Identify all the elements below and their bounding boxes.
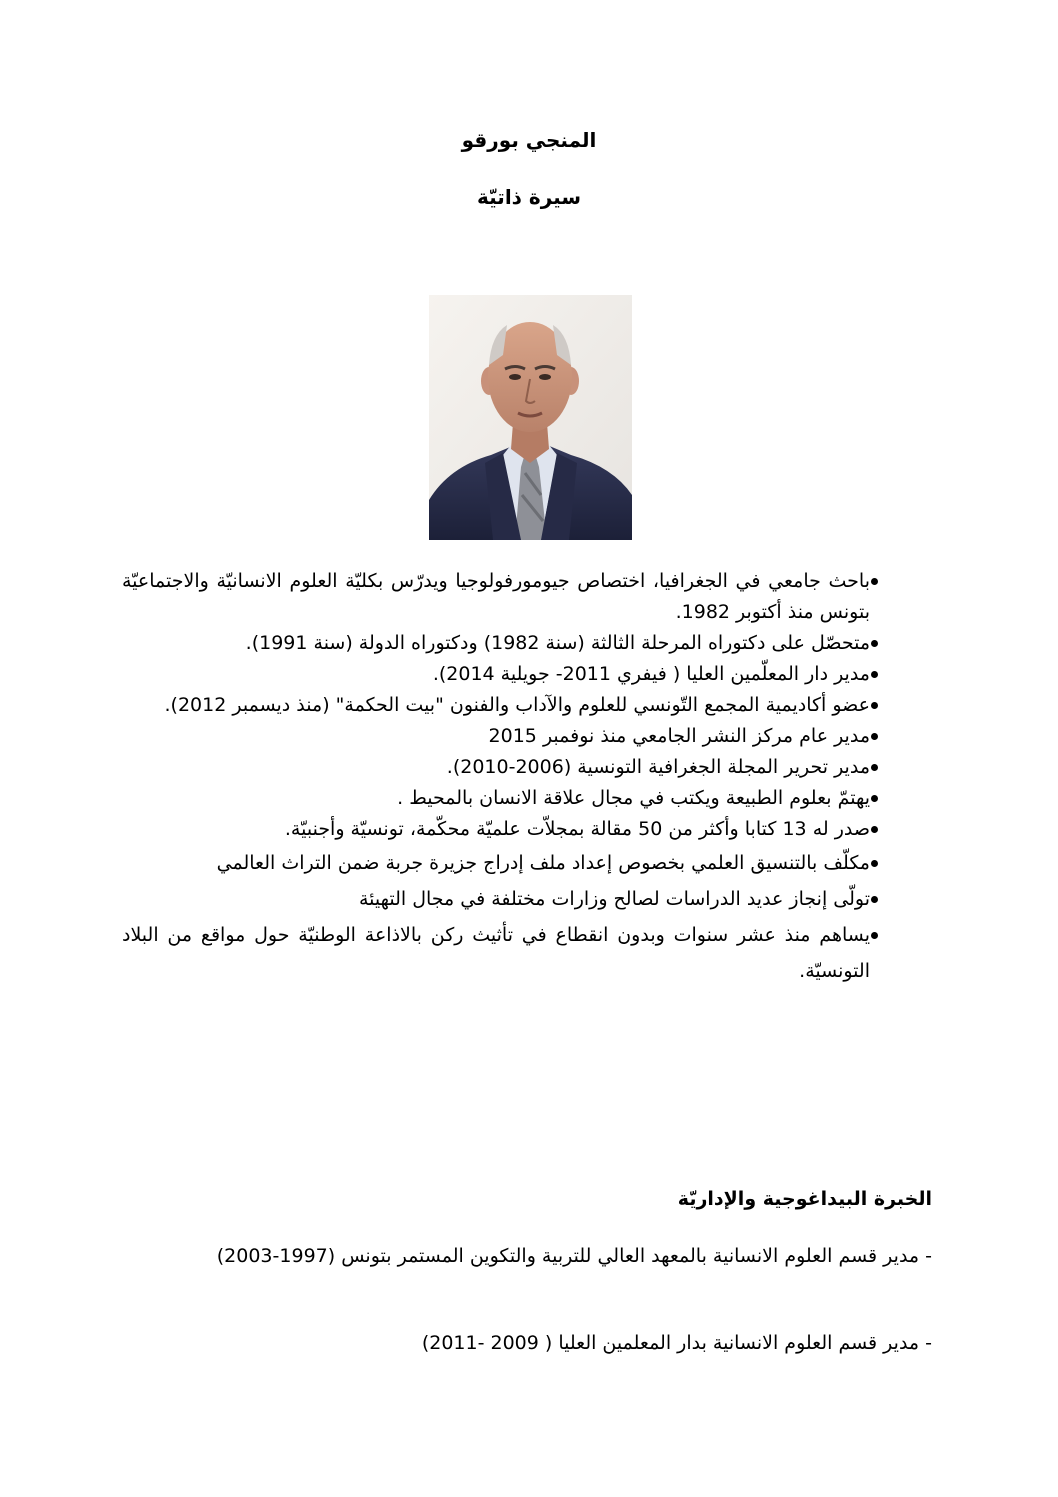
bio-bullet: مدير عام مركز النشر الجامعي منذ نوفمبر 2015 [122, 721, 932, 752]
bio-bullet: متحصّل على دكتوراه المرحلة الثالثة (سنة 1982) ودكتوراه الدولة (سنة 1991). [122, 628, 932, 659]
bio-bullet: باحث جامعي في الجغرافيا، اختصاص جيومورفولوجيا ويدرّس بكليّة العلوم الانسانيّة والاجتماعيّة بتونس منذ أكتوبر 1982. [122, 566, 932, 628]
experience-item: - مدير قسم العلوم الانسانية بدار المعلمين العليا ( 2009 -2011) [421, 1332, 932, 1354]
bio-bullet: تولّى إنجاز عديد الدراسات لصالح وزارات مختلفة في مجال التهيئة [122, 881, 932, 917]
person-name: المنجي بورقو [461, 128, 597, 152]
bio-bullet: صدر له 13 كتابا وأكثر من 50 مقالة بمجلاّت علميّة محكّمة، تونسيّة وأجنبيّة. [122, 814, 932, 845]
portrait-photo [429, 295, 632, 540]
experience-item: - مدير قسم العلوم الانسانية بالمعهد العالي للتربية والتكوين المستمر بتونس (1997-2003) [216, 1245, 932, 1267]
bio-bullet: عضو أكاديمية المجمع التّونسي للعلوم والآداب والفنون "بيت الحكمة" (منذ ديسمبر 2012). [122, 690, 932, 721]
experience-section-title: الخبرة البيداغوجية والإداريّة [677, 1188, 932, 1210]
bio-bullet: يساهم منذ عشر سنوات وبدون انقطاع في تأثيث ركن بالاذاعة الوطنيّة حول مواقع من البلاد التونسيّة. [122, 917, 932, 989]
bio-bullet: مدير تحرير المجلة الجغرافية التونسية (2006-2010). [122, 752, 932, 783]
document-subtitle: سيرة ذاتيّة [477, 185, 581, 209]
bio-bullet-list [122, 566, 932, 989]
bio-bullet: مدير دار المعلّمين العليا ( فيفري 2011- جويلية 2014). [122, 659, 932, 690]
bio-bullet: يهتمّ بعلوم الطبيعة ويكتب في مجال علاقة الانسان بالمحيط . [122, 783, 932, 814]
bio-bullet: مكلّف بالتنسيق العلمي بخصوص إعداد ملف إدراج جزيرة جربة ضمن التراث العالمي [122, 845, 932, 881]
